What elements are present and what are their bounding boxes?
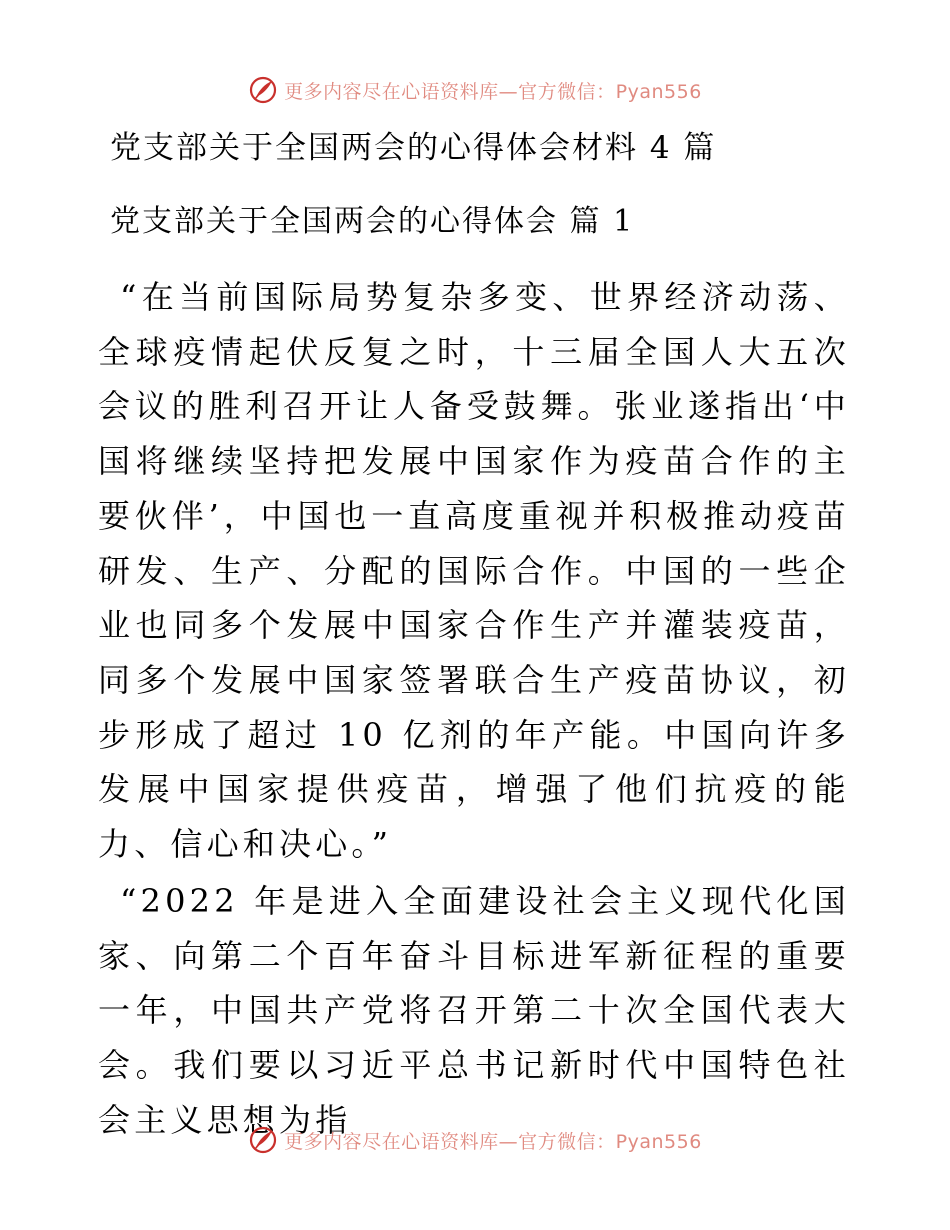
section-title: 党支部关于全国两会的心得体会 篇 1 bbox=[110, 204, 635, 239]
feather-pen-logo-icon bbox=[248, 75, 278, 105]
body-paragraph-1: “在当前国际局势复杂多变、世界经济动荡、全球疫情起伏反复之时，十三届全国人大五次会议的胜利召开让人备受鼓舞。张业遂指出‘中国将继续坚持把发展中国家作为疫苗合作的主要伙伴’，中国也一直高度重视并积极推动疫苗研发、生产、分配的国际合作。中国的一些企业也同多个发展中国家合作生产并灌装疫苗，同多个发展中国家签署联合生产疫苗协议，初步形成了超过 10 亿剂的年产能。中国向许多发展中国家提供疫苗，增强了他们抗疫的能力、信心和决心。” bbox=[98, 278, 850, 864]
footer-watermark bbox=[0, 1120, 950, 1160]
watermark-text: 更多内容尽在心语资料库—官方微信：Pyan556 bbox=[284, 80, 702, 103]
header-watermark bbox=[0, 70, 950, 110]
feather-pen-logo-icon bbox=[248, 1125, 278, 1155]
document-title: 党支部关于全国两会的心得体会材料 4 篇 bbox=[110, 130, 717, 166]
watermark-text: 更多内容尽在心语资料库—官方微信：Pyan556 bbox=[284, 1130, 702, 1153]
body-paragraph-2: “2022 年是进入全面建设社会主义现代化国家、向第二个百年奋斗目标进军新征程的重要一年，中国共产党将召开第二十次全国代表大会。我们要以习近平总书记新时代中国特色社会主义思想为指 bbox=[98, 882, 850, 1139]
